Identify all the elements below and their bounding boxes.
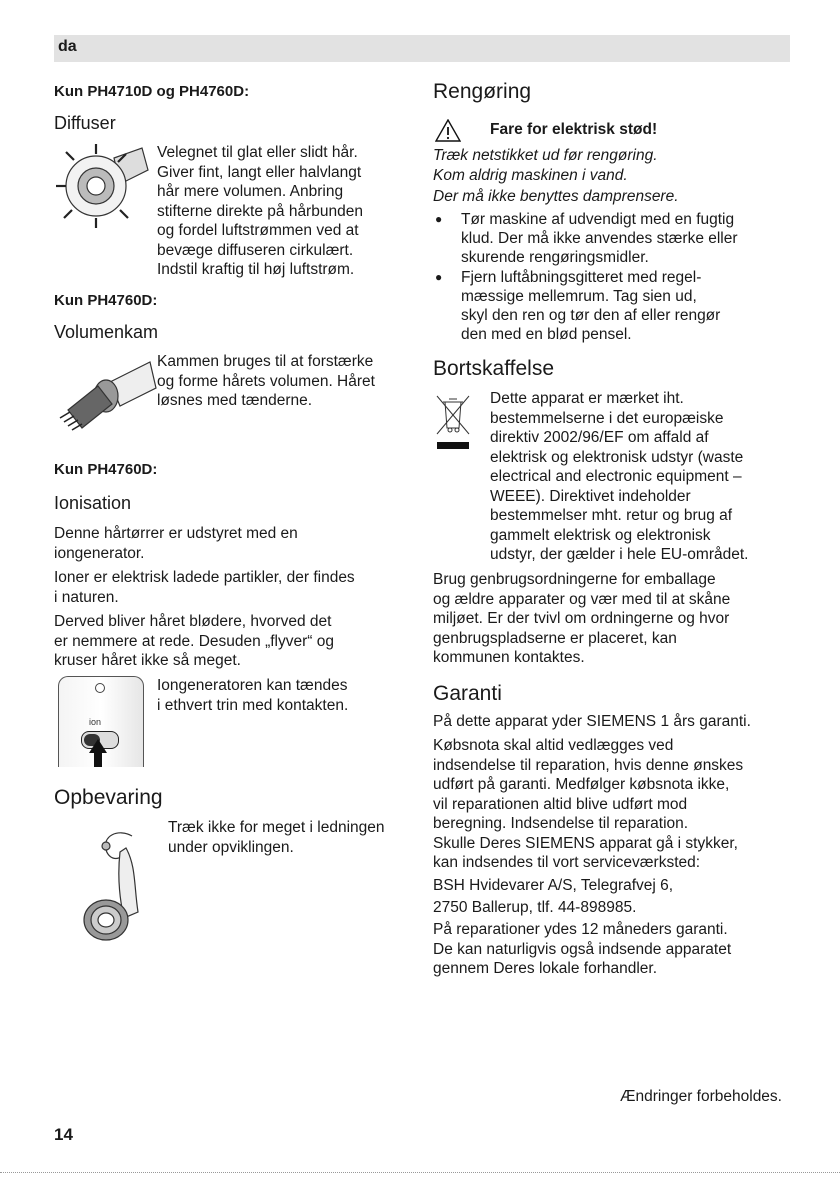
ionisation-paragraph-2 (54, 568, 406, 607)
page-edge-divider (0, 1172, 840, 1173)
bortskaffelse-heading: Bortskaffelse (433, 357, 555, 380)
list-item (433, 210, 793, 267)
rengoring-heading: Rengøring (433, 80, 532, 103)
text-line: vil reparationen altid blive udført mod (433, 795, 688, 813)
text-line: i ethvert trin med kontakten. (157, 696, 349, 714)
ionisation-paragraph-3 (54, 612, 406, 671)
text-line: indsendelse til reparation, hvis denne ønskes (433, 756, 744, 774)
text-line: klud. Der må ikke anvendes stærke eller (461, 230, 738, 247)
text-line: gammelt elektrisk og elektronisk (490, 526, 711, 544)
list-item (433, 268, 793, 344)
cleaning-italic-notes (433, 146, 793, 207)
opbevaring-heading: Opbevaring (54, 786, 163, 809)
text-line: den med en blød pensel. (461, 326, 632, 343)
text-line: ● Fjern luftåbningsgitteret med regel- (461, 269, 702, 286)
ion-switch-text (157, 676, 409, 715)
text-line: mæssige mellemrum. Tag sien ud, (461, 288, 697, 305)
text-line: og fordel luftstrømmen ved at (157, 222, 359, 239)
warning-triangle-icon (435, 119, 461, 142)
service-address-line-1: BSH Hvidevarer A/S, Telegrafvej 6, (433, 877, 674, 894)
text-line: Der må ikke benyttes damprensere. (433, 188, 679, 205)
ionisation-paragraph-1 (54, 524, 406, 563)
text-line: Velegnet til glat eller slidt hår. (157, 144, 358, 161)
text-line: Ioner er elektrisk ladede partikler, der findes (54, 569, 355, 586)
text-line: elektrisk og elektronisk udstyr (waste (490, 448, 744, 466)
text-line: i naturen. (54, 588, 119, 606)
text-line: kommunen kontaktes. (433, 649, 585, 666)
text-line: På reparationer ydes 12 måneders garanti. (433, 921, 728, 938)
model-note-3: Kun PH4760D: (54, 461, 158, 478)
text-line: Kammen bruges til at forstærke (157, 353, 374, 370)
text-line: Træk ikke for meget i ledningen (168, 819, 385, 836)
text-line: miljøet. Er der tvivl om ordningerne og hvor (433, 610, 730, 627)
text-line: kruser håret ikke så meget. (54, 652, 241, 669)
text-line: hår mere volumen. Anbring (157, 183, 344, 200)
hair-dryer-storage-icon (78, 826, 168, 946)
language-bar (54, 35, 790, 62)
language-code: da (58, 38, 77, 55)
diffuser-text (157, 143, 409, 280)
text-line: udstyr, der gælder i hele EU-området. (490, 546, 749, 563)
volumenkam-text (157, 352, 409, 411)
text-line: Denne hårtørrer er udstyret med en (54, 525, 298, 542)
ionisation-heading: Ionisation (54, 493, 132, 513)
warning-text: Fare for elektrisk stød! (490, 121, 658, 138)
text-line: genbrugspladserne er placeret, kan (433, 629, 677, 647)
text-line: og ældre apparater og vær med til at skåne (433, 590, 731, 608)
text-line: Købsnota skal altid vedlægges ved (433, 737, 674, 754)
model-note-2: Kun PH4760D: (54, 292, 158, 309)
text-line: Giver fint, langt eller halvlangt (157, 163, 362, 181)
service-address-line-2: 2750 Ballerup, tlf. 44-898985. (433, 899, 637, 916)
text-line: Dette apparat er mærket iht. (490, 390, 684, 407)
garanti-paragraph-5 (433, 920, 793, 979)
changes-reserved-note: Ændringer forbeholdes. (620, 1088, 782, 1105)
garanti-paragraph-2 (433, 736, 793, 873)
text-line: skyl den ren og tør den af eller rengør (461, 307, 721, 324)
recycling-paragraph (433, 570, 793, 668)
opbevaring-text (168, 818, 416, 857)
text-line: iongenerator. (54, 544, 145, 562)
weee-text (490, 389, 800, 565)
text-line: Brug genbrugsordningerne for emballage (433, 571, 716, 588)
text-line: ● Tør maskine af udvendigt med en fugtig (461, 211, 735, 228)
text-line: kan indsendes til vort serviceværksted: (433, 854, 701, 871)
text-line: De kan naturligvis også indsende apparatet (433, 940, 732, 958)
ion-switch-label: ion (89, 717, 102, 727)
text-line: bevæge diffuseren cirkulært. (157, 241, 354, 259)
diffuser-heading: Diffuser (54, 113, 116, 133)
text-line: gennem Deres lokale forhandler. (433, 960, 658, 977)
text-line: Derved bliver håret blødere, hvorved det (54, 613, 332, 630)
text-line: stifterne direkte på hårbunden (157, 202, 363, 220)
text-line: bestemmelser mht. retur og brug af (490, 507, 733, 524)
text-line: og forme hårets volumen. Håret (157, 372, 375, 390)
text-line: Iongeneratoren kan tændes (157, 677, 348, 694)
cleaning-bullet-list (433, 210, 793, 344)
text-line: er nemmere at rede. Desuden „flyver“ og (54, 632, 334, 650)
text-line: Skulle Deres SIEMENS apparat gå i stykker, (433, 834, 738, 852)
text-line: skurende rengøringsmidler. (461, 249, 649, 266)
text-line: direktiv 2002/96/EF om affald af (490, 429, 709, 446)
ion-switch-illustration (58, 676, 144, 767)
text-line: electrical and electronic equipment – (490, 468, 742, 485)
text-line: under opviklingen. (168, 838, 294, 856)
text-line: Kom aldrig maskinen i vand. (433, 166, 628, 184)
diffuser-icon (54, 140, 150, 232)
garanti-paragraph-1: På dette apparat yder SIEMENS 1 års garanti. (433, 713, 751, 730)
text-line: bestemmelserne i det europæiske (490, 409, 724, 427)
page-number: 14 (54, 1125, 73, 1144)
text-line: løsnes med tænderne. (157, 392, 313, 409)
model-note-1: Kun PH4710D og PH4760D: (54, 83, 250, 100)
text-line: udført på garanti. Medfølger købsnota ikke, (433, 776, 730, 793)
indicator-light-icon (95, 683, 105, 693)
text-line: beregning. Indsendelse til reparation. (433, 815, 689, 832)
garanti-heading: Garanti (433, 682, 502, 705)
volume-comb-icon (58, 352, 158, 432)
volumenkam-heading: Volumenkam (54, 322, 159, 342)
text-line: Indstil kraftig til høj luftstrøm. (157, 261, 355, 278)
text-line: WEEE). Direktivet indeholder (490, 487, 691, 505)
weee-crossed-bin-icon (433, 392, 473, 452)
text-line: Træk netstikket ud før rengøring. (433, 147, 658, 164)
